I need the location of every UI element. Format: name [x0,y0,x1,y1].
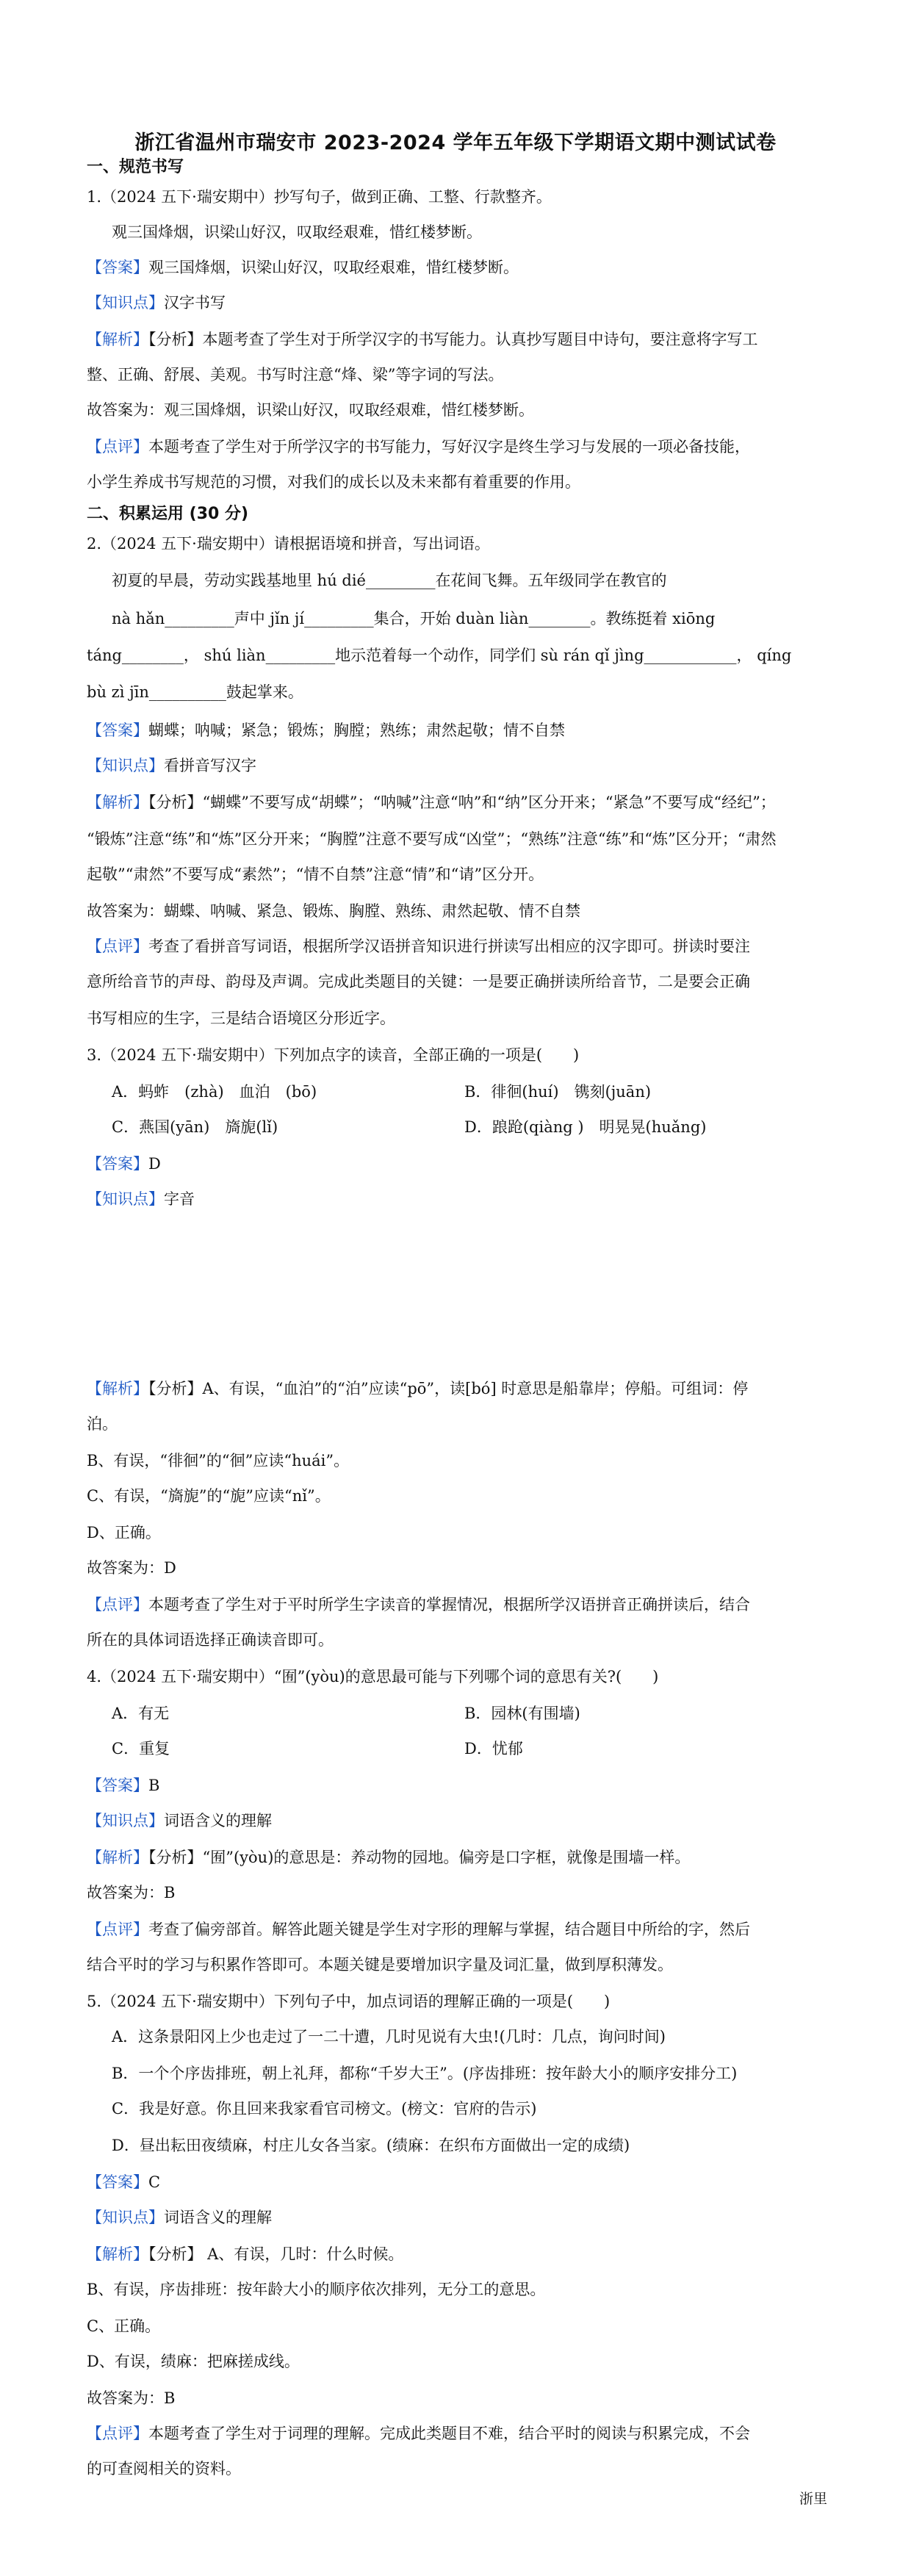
q2-passage-4: bù zì jīn__________鼓起掌来。 [87,683,303,701]
q2-comment-2: 意所给音节的声母、韵母及声调。完成此类题目的关键：一是要正确拼读所给音节，二是要会正确 [87,973,750,990]
q4-option-d: D．忧郁 [464,1740,523,1757]
section-heading-2: 二、积累运用 (30 分) [87,505,249,523]
q5-answer [87,2170,829,2194]
q3-option-d: D．踉跄(qiàng ) 明晃晃(huǎng) [464,1118,707,1136]
q3-option-b: B．徘徊(huí) 镌刻(juān) [464,1083,652,1101]
q1-analysis-text-1: 【分析】本题考查了学生对于所学汉字的书写能力。认真抄写题目中诗句，要注意将字写工 [148,331,758,348]
q3-answer-text: D [148,1155,161,1173]
q4-comment-text-1: 考查了偏旁部首。解答此题关键是学生对字形的理解与掌握，结合题目中所给的字，然后 [148,1921,750,1938]
q2-analysis-2: “锻炼”注意“练”和“炼”区分开来；“胸膛”注意不要写成“凶堂”；“熟练”注意“练”和“炼”区分开；“肃然 [87,830,777,848]
q5-result: 故答案为：B [87,2389,176,2407]
q4-comment-1 [87,1918,829,1941]
q3-analysis-c: C、有误，“旖旎”的“旎”应读“nǐ”。 [87,1487,331,1505]
footer-mark: 浙里 [799,2491,827,2507]
q4-knowledge-text: 词语含义的理解 [164,1812,272,1830]
q4-answer [87,1774,829,1797]
analysis-tag: 【解析】 [87,2245,148,2263]
q2-analysis-1 [87,791,829,814]
answer-tag: 【答案】 [87,2173,148,2191]
q1-stem: 1.（2024 五下·瑞安期中）抄写句子，做到正确、工整、行款整齐。 [87,188,552,206]
q3-comment-1 [87,1593,829,1616]
q2-knowledge [87,754,829,777]
q5-comment-text-1: 本题考查了学生对于词理的理解。完成此类题目不难，结合平时的阅读与积累完成，不会 [148,2425,750,2442]
q5-comment-2: 的可查阅相关的资料。 [87,2460,241,2478]
q5-knowledge [87,2206,829,2229]
q3-analysis-2: 泊。 [87,1415,118,1433]
knowledge-tag: 【知识点】 [87,757,164,774]
knowledge-tag: 【知识点】 [87,294,164,312]
q2-knowledge-text: 看拼音写汉字 [164,757,256,774]
q4-answer-text: B [148,1777,160,1794]
q2-passage-1: 初夏的早晨，劳动实践基地里 hú dié_________在花间飞舞。五年级同学在教官的 [112,572,667,589]
q3-stem: 3.（2024 五下·瑞安期中）下列加点字的读音，全部正确的一项是( ) [87,1046,580,1064]
q1-answer-text: 观三国烽烟，识梁山好汉，叹取经艰难，惜红楼梦断。 [148,259,519,276]
q2-comment-3: 书写相应的生字，三是结合语境区分形近字。 [87,1010,395,1027]
q1-sentence: 观三国烽烟，识梁山好汉，叹取经艰难，惜红楼梦断。 [112,223,482,241]
q2-passage-2: nà hǎn_________声中 jǐn jí_________集合，开始 duàn liàn________。教练挺着 xiōng [112,610,716,627]
q5-analysis-b: B、有误，序齿排班：按年龄大小的顺序依次排列，无分工的意思。 [87,2281,546,2298]
q5-option-a: A．这条景阳冈上少也走过了一二十遭，几时见说有大虫!(几时：几点，询问时间) [112,2028,666,2046]
q4-knowledge [87,1809,829,1832]
q5-analysis-d: D、有误，绩麻：把麻搓成线。 [87,2353,300,2370]
q2-analysis-3: 起敬”“肃然”不要写成“素然”；“情不自禁”注意“情”和“请”区分开。 [87,866,544,883]
comment-tag: 【点评】 [87,1921,148,1938]
q5-answer-text: C [148,2173,161,2191]
q4-analysis-text-1: 【分析】“囿”(yòu)的意思是：养动物的园地。偏旁是口字框，就像是围墙一样。 [148,1849,691,1866]
q2-analysis-text-1: 【分析】“蝴蝶”不要写成“胡蝶”；“呐喊”注意“呐”和“纳”区分开来；“紧急”不要写成“经纪”； [148,794,776,811]
q3-comment-2: 所在的具体词语选择正确读音即可。 [87,1631,334,1649]
q2-passage-3: táng________， shú liàn_________地示范着每一个动作，同学们 sù rán qǐ jìng____________， qíng [87,647,792,664]
q4-stem: 4.（2024 五下·瑞安期中）“囿”(yòu)的意思最可能与下列哪个词的意思有关?( ) [87,1668,659,1685]
q5-comment-1 [87,2422,829,2445]
q3-option-c: C．燕国(yān) 旖旎(lǐ) [112,1118,278,1136]
answer-tag: 【答案】 [87,259,148,276]
q2-stem: 2.（2024 五下·瑞安期中）请根据语境和拼音，写出词语。 [87,535,490,553]
q4-option-a: A．有无 [112,1705,170,1722]
q5-analysis-1 [87,2242,829,2266]
comment-tag: 【点评】 [87,938,148,955]
q3-comment-text-1: 本题考查了学生对于平时所学生字读音的掌握情况，根据所学汉语拼音正确拼读后，结合 [148,1596,750,1613]
answer-tag: 【答案】 [87,1777,148,1794]
q5-option-b: B．一个个序齿排班，朝上礼拜，都称“千岁大王”。(序齿排班：按年龄大小的顺序安排分工) [112,2065,738,2082]
q1-knowledge-text: 汉字书写 [164,294,226,312]
analysis-tag: 【解析】 [87,331,148,348]
answer-tag: 【答案】 [87,1155,148,1173]
q2-comment-text-1: 考查了看拼音写词语，根据所学汉语拼音知识进行拼读写出相应的汉字即可。拼读时要注 [148,938,750,955]
q2-answer [87,719,829,742]
q4-comment-2: 结合平时的学习与积累作答即可。本题关键是要增加识字量及词汇量，做到厚积薄发。 [87,1956,673,1974]
comment-tag: 【点评】 [87,1596,148,1613]
q3-option-a: A．蚂蚱 (zhà) 血泊 (bō) [112,1083,317,1101]
comment-tag: 【点评】 [87,438,148,456]
q2-result: 故答案为：蝴蝶、呐喊、紧急、锻炼、胸膛、熟练、肃然起敬、情不自禁 [87,902,580,920]
knowledge-tag: 【知识点】 [87,1812,164,1830]
q4-result: 故答案为：B [87,1884,176,1902]
q3-answer [87,1152,829,1176]
knowledge-tag: 【知识点】 [87,2209,164,2226]
q5-analysis-text-1: 【分析】 A、有误，几时：什么时候。 [148,2245,404,2263]
q3-analysis-d: D、正确。 [87,1524,161,1541]
q3-result: 故答案为：D [87,1559,176,1577]
q3-knowledge [87,1187,829,1211]
analysis-tag: 【解析】 [87,1849,148,1866]
q2-answer-text: 蝴蝶；呐喊；紧急；锻炼；胸膛；熟练；肃然起敬；情不自禁 [148,722,565,739]
q5-stem: 5.（2024 五下·瑞安期中）下列句子中，加点词语的理解正确的一项是( ) [87,1993,611,2010]
q5-option-c: C．我是好意。你且回来我家看官司榜文。(榜文：官府的告示) [112,2100,537,2118]
analysis-tag: 【解析】 [87,794,148,811]
section-heading-1: 一、规范书写 [87,158,184,176]
knowledge-tag: 【知识点】 [87,1190,164,1208]
analysis-tag: 【解析】 [87,1380,148,1397]
page-title: 浙江省温州市瑞安市 2023-2024 学年五年级下学期语文期中测试试卷 [134,132,777,154]
answer-tag: 【答案】 [87,722,148,739]
q5-analysis-c: C、正确。 [87,2317,161,2335]
q1-result: 故答案为：观三国烽烟，识梁山好汉，叹取经艰难，惜红楼梦断。 [87,401,534,419]
q1-knowledge [87,291,829,314]
q1-analysis-1 [87,328,829,351]
q5-knowledge-text: 词语含义的理解 [164,2209,272,2226]
q4-option-c: C．重复 [112,1740,170,1757]
q1-analysis-2: 整、正确、舒展、美观。书写时注意“烽、梁”等字词的写法。 [87,366,504,384]
q1-comment-1 [87,435,829,458]
q4-analysis-1 [87,1846,829,1869]
q1-answer [87,256,829,279]
q3-analysis-text-1: 【分析】A、有误，“血泊”的“泊”应读“pō”，读[bó] 时意思是船靠岸；停船。可组词：停 [148,1380,749,1397]
comment-tag: 【点评】 [87,2425,148,2442]
q1-comment-text-1: 本题考查了学生对于所学汉字的书写能力，写好汉字是终生学习与发展的一项必备技能， [148,438,750,456]
q2-comment-1 [87,935,829,958]
q3-knowledge-text: 字音 [164,1190,195,1208]
q4-option-b: B．园林(有围墙) [464,1705,580,1722]
q1-comment-2: 小学生养成书写规范的习惯，对我们的成长以及未来都有着重要的作用。 [87,473,580,491]
q5-option-d: D．昼出耘田夜绩麻，村庄儿女各当家。(绩麻：在织布方面做出一定的成绩) [112,2137,630,2154]
q3-analysis-1 [87,1377,829,1400]
q3-analysis-b: B、有误，“徘徊”的“徊”应读“huái”。 [87,1452,350,1469]
